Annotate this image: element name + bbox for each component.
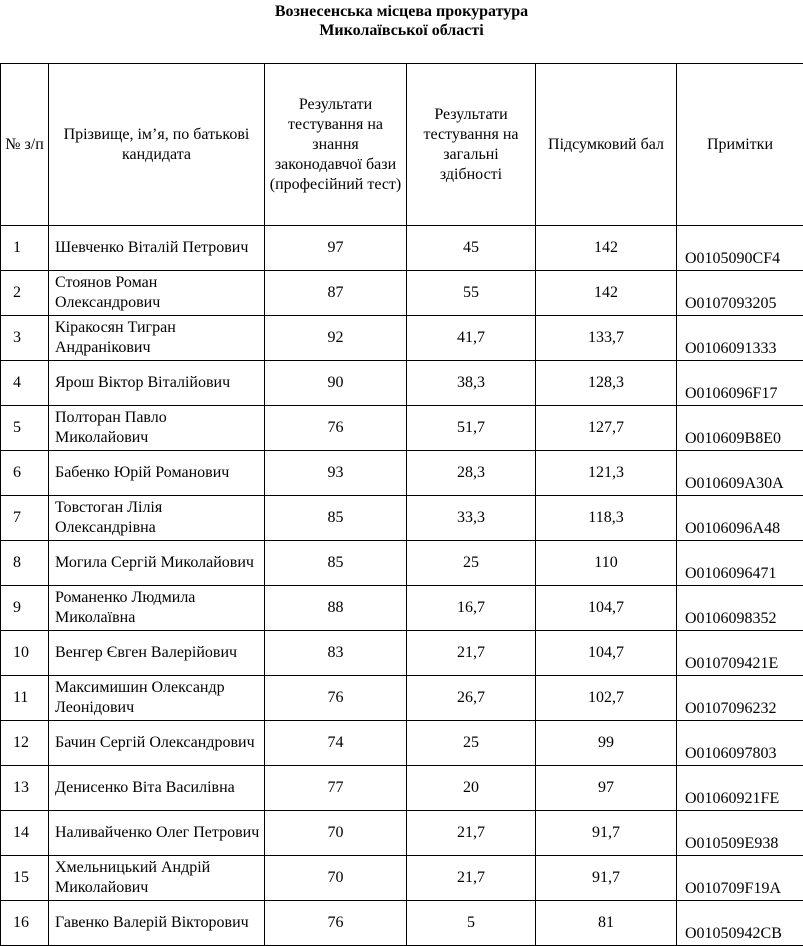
cell-general-test: 33,3 <box>407 496 536 541</box>
cell-total: 133,7 <box>536 316 677 361</box>
cell-note: O0106098352 <box>677 586 803 631</box>
cell-law-test: 70 <box>265 811 407 856</box>
cell-general-test: 5 <box>407 901 536 946</box>
cell-note: O010609B8E0 <box>677 406 803 451</box>
cell-name: Романенко Людмила Миколаївна <box>49 586 265 631</box>
cell-note: O0106096F17 <box>677 361 803 406</box>
table-row <box>1 856 803 901</box>
cell-name: Бачин Сергій Олександрович <box>49 721 265 766</box>
cell-name: Максимишин Олександр Леонідович <box>49 676 265 721</box>
cell-name: Гавенко Валерій Вікторович <box>49 901 265 946</box>
cell-note: O010609A30A <box>677 451 803 496</box>
title-line-1: Вознесенська місцева прокуратура <box>0 2 803 21</box>
cell-note: O010709F19A <box>677 856 803 901</box>
cell-law-test: 87 <box>265 271 407 316</box>
table-row <box>1 406 803 451</box>
cell-law-test: 85 <box>265 541 407 586</box>
cell-note: O0106097803 <box>677 721 803 766</box>
table-row <box>1 901 803 946</box>
table-row <box>1 676 803 721</box>
cell-number: 4 <box>1 361 49 406</box>
cell-note: O0106096471 <box>677 541 803 586</box>
cell-general-test: 20 <box>407 766 536 811</box>
cell-general-test: 55 <box>407 271 536 316</box>
cell-number: 1 <box>1 226 49 271</box>
cell-total: 102,7 <box>536 676 677 721</box>
cell-note: O0105090CF4 <box>677 226 803 271</box>
cell-law-test: 76 <box>265 676 407 721</box>
cell-name: Хмельницький Андрій Миколайович <box>49 856 265 901</box>
cell-number: 15 <box>1 856 49 901</box>
cell-name: Кіракосян Тигран Андранікович <box>49 316 265 361</box>
cell-name: Могила Сергій Миколайович <box>49 541 265 586</box>
cell-law-test: 88 <box>265 586 407 631</box>
cell-law-test: 90 <box>265 361 407 406</box>
cell-note: O010509E938 <box>677 811 803 856</box>
cell-total: 97 <box>536 766 677 811</box>
col-header-name: Прізвище, ім’я, по батькові кандидата <box>49 64 265 226</box>
col-header-total: Підсумковий бал <box>536 64 677 226</box>
cell-number: 3 <box>1 316 49 361</box>
cell-total: 121,3 <box>536 451 677 496</box>
cell-name: Товстоган Лілія Олександрівна <box>49 496 265 541</box>
cell-general-test: 21,7 <box>407 811 536 856</box>
table-row <box>1 721 803 766</box>
cell-general-test: 28,3 <box>407 451 536 496</box>
cell-name: Полторан Павло Миколайович <box>49 406 265 451</box>
cell-law-test: 70 <box>265 856 407 901</box>
cell-law-test: 85 <box>265 496 407 541</box>
cell-number: 16 <box>1 901 49 946</box>
cell-total: 110 <box>536 541 677 586</box>
col-header-number: № з/п <box>1 64 49 226</box>
cell-number: 5 <box>1 406 49 451</box>
cell-general-test: 21,7 <box>407 856 536 901</box>
cell-total: 127,7 <box>536 406 677 451</box>
cell-law-test: 93 <box>265 451 407 496</box>
cell-law-test: 74 <box>265 721 407 766</box>
cell-number: 8 <box>1 541 49 586</box>
results-table <box>0 63 803 946</box>
cell-note: O01060921FE <box>677 766 803 811</box>
cell-number: 9 <box>1 586 49 631</box>
table-row <box>1 766 803 811</box>
cell-number: 2 <box>1 271 49 316</box>
table-row <box>1 586 803 631</box>
cell-number: 7 <box>1 496 49 541</box>
cell-note: O0106091333 <box>677 316 803 361</box>
cell-general-test: 51,7 <box>407 406 536 451</box>
cell-law-test: 76 <box>265 901 407 946</box>
cell-total: 81 <box>536 901 677 946</box>
cell-number: 14 <box>1 811 49 856</box>
cell-general-test: 25 <box>407 721 536 766</box>
cell-number: 12 <box>1 721 49 766</box>
cell-total: 142 <box>536 226 677 271</box>
cell-general-test: 26,7 <box>407 676 536 721</box>
cell-note: O01050942CB <box>677 901 803 946</box>
cell-law-test: 97 <box>265 226 407 271</box>
table-row <box>1 226 803 271</box>
cell-law-test: 76 <box>265 406 407 451</box>
cell-name: Стоянов Роман Олександрович <box>49 271 265 316</box>
header-row <box>1 64 803 226</box>
col-header-law-test: Результати тестування на знання законодавчої бази (професійний тест) <box>265 64 407 226</box>
cell-total: 128,3 <box>536 361 677 406</box>
cell-name: Ярош Віктор Віталійович <box>49 361 265 406</box>
cell-general-test: 45 <box>407 226 536 271</box>
col-header-general-test: Результати тестування на загальні здібності <box>407 64 536 226</box>
cell-general-test: 16,7 <box>407 586 536 631</box>
cell-total: 91,7 <box>536 856 677 901</box>
cell-number: 13 <box>1 766 49 811</box>
cell-total: 104,7 <box>536 631 677 676</box>
cell-note: O0107096232 <box>677 676 803 721</box>
table-row <box>1 631 803 676</box>
cell-general-test: 41,7 <box>407 316 536 361</box>
cell-total: 99 <box>536 721 677 766</box>
cell-total: 142 <box>536 271 677 316</box>
cell-law-test: 77 <box>265 766 407 811</box>
table-row <box>1 811 803 856</box>
cell-number: 6 <box>1 451 49 496</box>
cell-note: O010709421E <box>677 631 803 676</box>
cell-general-test: 25 <box>407 541 536 586</box>
cell-total: 118,3 <box>536 496 677 541</box>
cell-name: Бабенко Юрій Романович <box>49 451 265 496</box>
cell-law-test: 92 <box>265 316 407 361</box>
cell-note: O0107093205 <box>677 271 803 316</box>
table-row <box>1 271 803 316</box>
cell-number: 10 <box>1 631 49 676</box>
cell-total: 91,7 <box>536 811 677 856</box>
document-title <box>0 0 803 40</box>
cell-name: Венгер Євген Валерійович <box>49 631 265 676</box>
cell-name: Наливайченко Олег Петрович <box>49 811 265 856</box>
table-row <box>1 361 803 406</box>
table-row <box>1 496 803 541</box>
table-row <box>1 451 803 496</box>
cell-general-test: 21,7 <box>407 631 536 676</box>
table-row <box>1 316 803 361</box>
cell-name: Денисенко Віта Василівна <box>49 766 265 811</box>
cell-general-test: 38,3 <box>407 361 536 406</box>
cell-number: 11 <box>1 676 49 721</box>
cell-note: O0106096A48 <box>677 496 803 541</box>
table-row <box>1 541 803 586</box>
cell-total: 104,7 <box>536 586 677 631</box>
title-line-2: Миколаївської області <box>0 21 803 40</box>
col-header-notes: Примітки <box>677 64 803 226</box>
cell-name: Шевченко Віталій Петрович <box>49 226 265 271</box>
cell-law-test: 83 <box>265 631 407 676</box>
